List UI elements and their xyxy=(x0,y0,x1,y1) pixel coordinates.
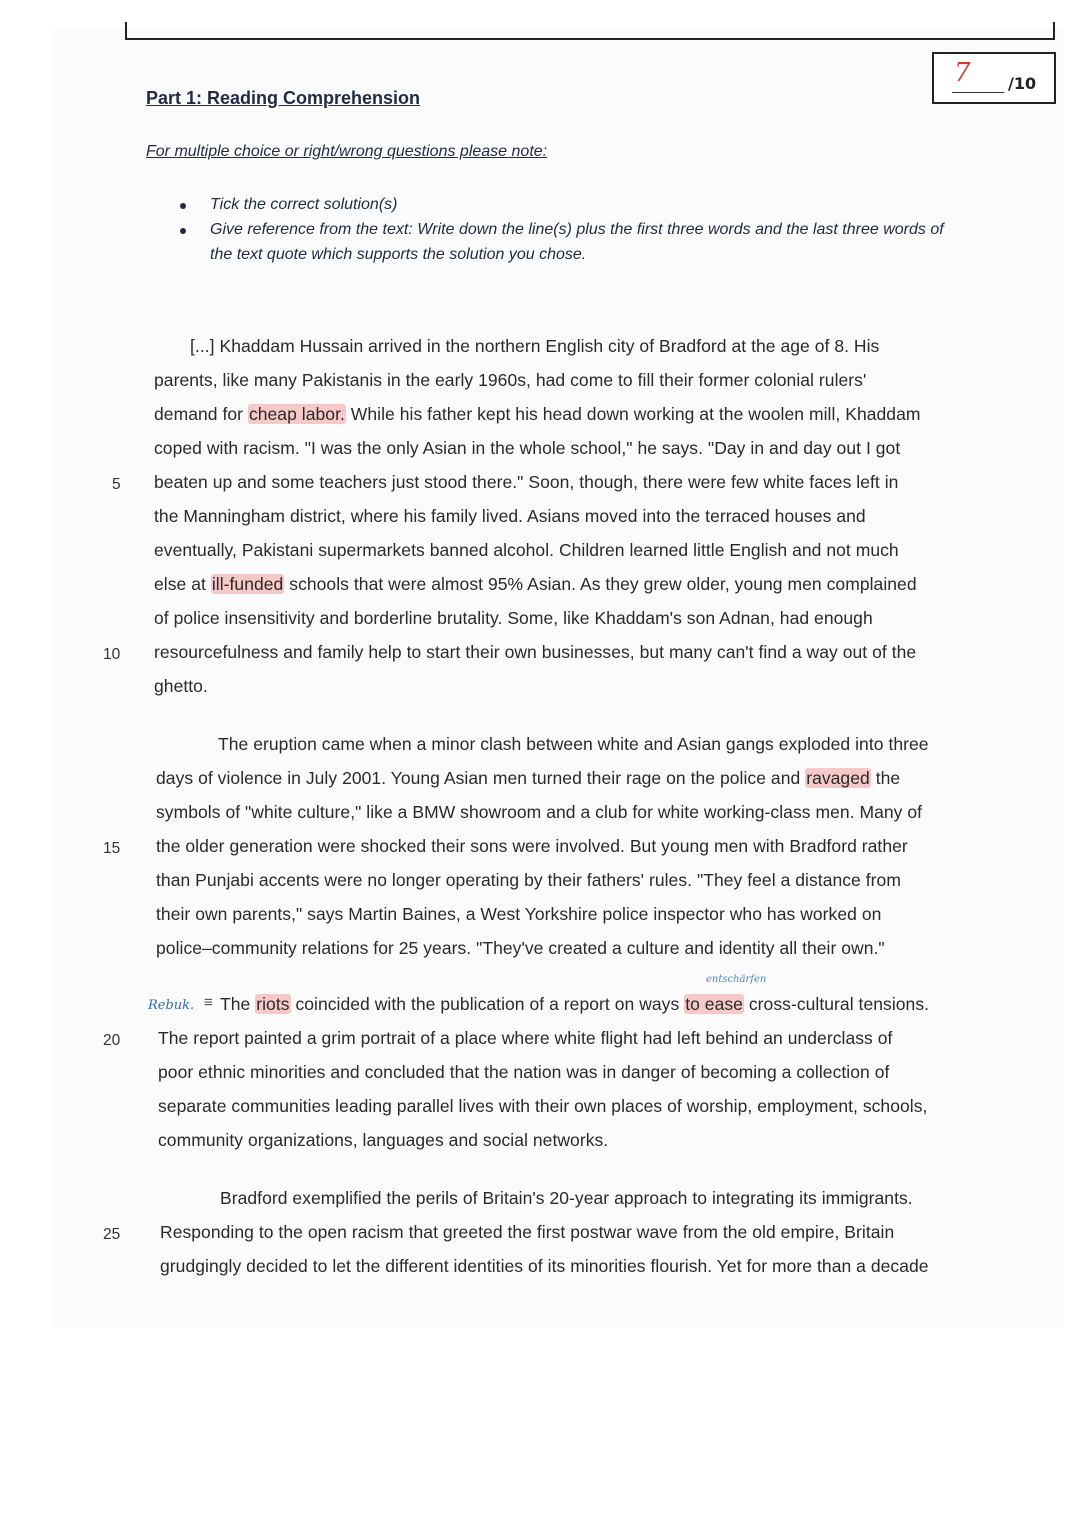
passage-line: police–community relations for 25 years. "They've created a culture and identity all their own." xyxy=(156,938,885,958)
passage-line: symbols of "white culture," like a BMW showroom and a club for white working-class men. Many of xyxy=(156,802,923,822)
passage-line: eventually, Pakistani supermarkets banned alcohol. Children learned little English and not much xyxy=(154,540,899,560)
passage-line: ghetto. xyxy=(154,676,208,696)
line-number: 20 xyxy=(103,1032,121,1049)
passage-line: than Punjabi accents were no longer operating by their fathers' rules. "They feel a distance from xyxy=(156,870,901,890)
score-awarded: 7 xyxy=(954,58,971,88)
instruction-item xyxy=(176,192,1056,217)
score-underline xyxy=(952,92,1004,93)
top-border xyxy=(125,22,1055,40)
handwritten-note: entschärfen xyxy=(706,974,767,985)
part-title: Part 1: Reading Comprehension xyxy=(146,88,421,108)
passage-line: resourcefulness and family help to start their own businesses, but many can't find a way out of the xyxy=(154,642,917,662)
line-number: 15 xyxy=(103,840,121,857)
passage-line: else at ill-funded schools that were almost 95% Asian. As they grew older, young men complained xyxy=(154,574,917,594)
passage-line: the older generation were shocked their sons were involved. But young men with Bradford rather xyxy=(156,836,908,856)
bullet-icon xyxy=(180,203,186,209)
score-box xyxy=(932,52,1056,104)
passage-line: poor ethnic minorities and concluded that the nation was in danger of becoming a collection of xyxy=(158,1062,890,1082)
line-number: 5 xyxy=(112,476,121,493)
instruction-text: Give reference from the text: Write down the line(s) plus the first three words and the last three words of xyxy=(210,221,944,238)
passage-line: [...] Khaddam Hussain arrived in the northern English city of Bradford at the age of 8. His xyxy=(190,336,880,356)
instruction-text: Tick the correct solution(s) xyxy=(210,196,398,213)
passage-line: Bradford exemplified the perils of Britain's 20-year approach to integrating its immigrants. xyxy=(220,1188,913,1208)
handwritten-mark: ≡ xyxy=(204,994,213,1011)
passage-line: separate communities leading parallel lives with their own places of worship, employment, schools, xyxy=(158,1096,928,1116)
note-heading: For multiple choice or right/wrong questions please note: xyxy=(146,143,548,160)
passage-line: beaten up and some teachers just stood there." Soon, though, there were few white faces left in xyxy=(154,472,899,492)
passage-line: demand for cheap labor. While his father kept his head down working at the woolen mill, Khaddam xyxy=(154,404,921,424)
passage-line: community organizations, languages and social networks. xyxy=(158,1130,609,1150)
highlight-mark: ravaged xyxy=(806,768,870,788)
highlight-mark: cheap labor. xyxy=(248,404,345,424)
passage-line: The report painted a grim portrait of a place where white flight had left behind an underclass of xyxy=(158,1028,893,1048)
score-total: /10 xyxy=(1008,74,1037,93)
line-number: 10 xyxy=(103,646,121,663)
passage-line: grudgingly decided to let the different identities of its minorities flourish. Yet for more than a decade xyxy=(160,1256,929,1276)
passage-line: The riots coincided with the publication of a report on ways to ease cross-cultural tensions. xyxy=(220,994,930,1014)
passage-line: coped with racism. "I was the only Asian in the whole school," he says. "Day in and day out I got xyxy=(154,438,901,458)
passage-line: their own parents," says Martin Baines, a West Yorkshire police inspector who has worked on xyxy=(156,904,882,924)
instruction-item xyxy=(176,217,1056,267)
bullet-icon xyxy=(180,228,186,234)
handwritten-note: Rebuk. xyxy=(148,998,195,1013)
line-number: 25 xyxy=(103,1226,121,1243)
passage-line: parents, like many Pakistanis in the early 1960s, had come to fill their former colonial rulers' xyxy=(154,370,867,390)
passage-line: the Manningham district, where his family lived. Asians moved into the terraced houses and xyxy=(154,506,866,526)
passage-line: days of violence in July 2001. Young Asian men turned their rage on the police and ravaged the xyxy=(156,768,901,788)
passage-line: The eruption came when a minor clash between white and Asian gangs exploded into three xyxy=(218,734,929,754)
highlight-mark: ill-funded xyxy=(211,574,284,594)
passage-line: of police insensitivity and borderline brutality. Some, like Khaddam's son Adnan, had enough xyxy=(154,608,873,628)
highlight-mark: riots xyxy=(256,994,290,1014)
instruction-list xyxy=(176,192,1056,267)
passage-line: Responding to the open racism that greeted the first postwar wave from the old empire, Britain xyxy=(160,1222,895,1242)
instruction-text-cont: the text quote which supports the solution you chose. xyxy=(210,246,587,263)
highlight-mark: to ease xyxy=(685,994,743,1014)
